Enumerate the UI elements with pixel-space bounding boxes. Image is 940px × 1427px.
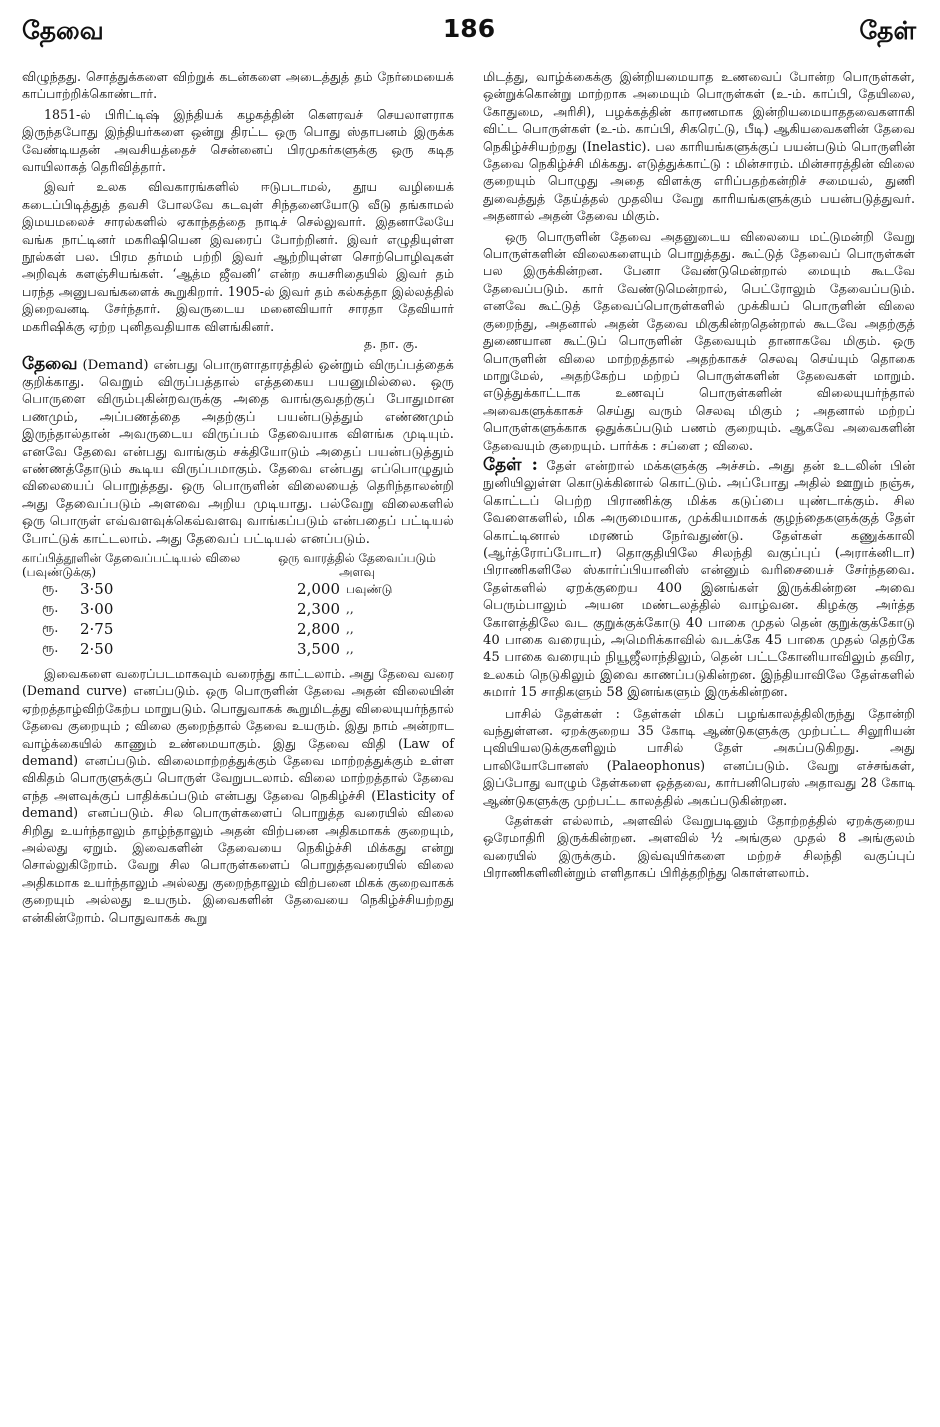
table-row	[22, 639, 454, 659]
currency-label: ரூ.	[42, 600, 59, 616]
entry-scorpion-text: தேள் என்றால் மக்களுக்கு அச்சம். அது தன் உடலின் பின் நுனியிலுள்ள கொடுக்கினால் கொட்டும். அப்போது அதில் ஊறும் நஞ்சு, கொட்டப் பெற்ற பிராணிக்கு மிக்க கடுப்பை யுண்டாக்கும். சில வேளைகளில், மிக அருமையாக, முக்கியமாகக் குழந்தைகளுக்குத் தேள் கொட்டினால் மரணம் நேர்வதுண்டு. தேள்கள் கணுக்காலி (ஆர்த்ரோப்போடா) தொகுதியிலே சிலந்தி வகுப்புப் (அராக்னிடா) பிராணிகளிலே ஸ்கார்ப்பியானிஸ் என்னும் வரிசையைச் சேர்ந்தவை. தேள்களில் ஏறக்குறைய 400 இனங்கள் இருக்கின்றன அவை பெரும்பாலும் அயன மண்டலத்தில் வாழ்வன. கிழக்கு அர்த்த கோளத்திலே வட குறுக்குக்கோடு 40 பாகை முதல் தென் குறுக்குக்கோடு 40 பாகை வரையும், அமெரிக்காவில் வடக்கே 45 பாகை முதல் தெற்கே 45 பாகை வரையும் நியூஜீலாந்திலும், தென் பட்டகோனியாவிலும் தவிர, உலகம் நெடுகிலும் இவை காணப்படுகின்றன. இந்தியாவிலே தேள்களில் சுமார் 15 சாதிகளும் 58 இனங்களும் இருக்கின்றன.	[483, 458, 915, 701]
author-signature: த. நா. கு.	[364, 336, 418, 352]
currency-label: ரூ.	[42, 620, 59, 636]
table-row	[22, 579, 454, 599]
right-column	[483, 68, 915, 885]
paragraph-scorpion-size: தேள்கள் எல்லாம், அளவில் வேறுபடினும் தோற்றத்தில் ஏறக்குறைய ஒரேமாதிரி இருக்கின்றன. அளவில் ½ அங்குல முதல் 8 அங்குலம் வரையில் இருக்கும். இவ்வுயிர்களை மற்றச் சிலந்தி வகுப்புப் பிராணிகளினின்றும் எளிதாகப் பிரித்தறிந்து கொள்ளலாம்.	[483, 813, 915, 881]
price-cell: 2·75	[80, 619, 114, 638]
quantity-cell: 2,800	[297, 619, 340, 638]
table-header-quantity: ஒரு வாரத்தில் தேவைப்படும் அளவு	[278, 550, 436, 579]
quantity-cell: 2,300	[297, 599, 340, 618]
currency-label: ரூ.	[42, 640, 59, 656]
quantity-cell: 2,000	[297, 579, 340, 598]
price-cell: 3·50	[80, 579, 114, 598]
table-header-price: காப்பித்தூளின் தேவைப்பட்டியல் விலை (பவுண்டுக்கு)	[22, 550, 241, 579]
price-cell: 3·00	[80, 599, 114, 618]
currency-label: ரூ.	[42, 580, 59, 596]
paragraph-fossil-scorpions: பாசில் தேள்கள் : தேள்கள் மிகப் பழங்காலத்திலிருந்து தோன்றி வந்துள்ளன. ஏறக்குறைய 35 கோடி ஆண்டுகளுக்கு முற்பட்ட சிலூரியன் புவியியலடுக்குகளிலும் பாசில் தேள் அகப்படுகிறது. அது பாலியோபோனஸ் (Palaeophonus) எனப்படும். வேறு எச்சங்கள், இப்போது வாழும் தேள்களை ஒத்தவை, கார்பனிபெரஸ் அதாவது 28 கோடி ஆண்டுகளுக்கு முற்பட்ட காலத்தில் அகப்படுகின்றன.	[483, 705, 915, 808]
page-number: 186	[442, 14, 496, 43]
entry-demand	[22, 353, 454, 548]
headword-scorpion: தேள் :	[483, 454, 538, 475]
unit-cell: ,,	[346, 641, 354, 656]
unit-cell: பவுண்டு	[346, 581, 393, 596]
price-cell: 2·50	[80, 639, 114, 658]
paragraph-continuation: மிடத்து, வாழ்க்கைக்கு இன்றியமையாத உணவைப் போன்ற பொருள்கள், ஒன்றுக்கொன்று மாற்றாக அமையும் பொருள்கள் (உ-ம். காப்பி, தேயிலை, கோதுமை, அரிசி), பழக்கத்தின் காரணமாக இன்றியமையாததவைகளாகி விட்ட பொருள்கள் (உ-ம். காப்பி, சிகரெட்டு, பீடி) ஆகியவைகளின் தேவை நெகிழ்ச்சியற்றது (Inelastic). பல காரியங்களுக்குப் பயன்படும் பொருளின் தேவை நெகிழ்ச்சி மிக்கது. எடுத்துக்காட்டு : மின்சாரம். மின்சாரத்தின் விலை குறையும் பொழுது அதை விளக்கு எரிப்பதற்கன்றிச் சமையல், துணி துவைத்துத் தேய்த்தல் முதலிய வேறு காரியங்களுக்கும் பயன்படுத்துவர். அதனால் அதன் தேவை மிகும்.	[483, 69, 915, 224]
paragraph-demand-curve: இவைகளை வரைப்படமாகவும் வரைந்து காட்டலாம். அது தேவை வரை (Demand curve) எனப்படும். ஒரு பொருளின் தேவை அதன் விலையின் ஏற்றத்தாழ்விற்கேற்ப மாறுபடும். பொதுவாகக் கூறுமிடத்து விலையுயர்ந்தால் தேவை குறையும் ; விலை குறைந்தால் தேவை உயரும். இது நாம் அன்றாட வாழ்க்கையில் காணும் உண்மையாகும். இது தேவை விதி (Law of demand) எனப்படும். விலைமாற்றத்துக்கும் தேவை மாற்றத்துக்கும் உள்ள விகிதம் பொருளுக்குப் பொருள் வேறுபடலாம். விலை மாற்றத்தால் தேவை எந்த அளவுக்குப் பாதிக்கப்படும் என்பது தேவை நெகிழ்ச்சி (Elasticity of demand) எனப்படும். சில பொருள்களைப் பொறுத்த வரையில் விலை சிறிது உயர்ந்தாலும் தாழ்ந்தாலும் அதன் விற்பனை அதிகமாகக் குறையும், அல்லது ஏறும். இவைகளின் தேவையை நெகிழ்ச்சி மிக்கது என்று சொல்லுகிறோம். வேறு சில பொருள்களைப் பொறுத்தவரையில் விலை அதிகமாக உயர்ந்தாலும் அல்லது குறைந்தாலும் விற்பனை மிகக் குறைவாகக் குறையும் அல்லது உயரும். இவைகளின் தேவையை நெகிழ்ச்சியற்றது என்கின்றோம். பொதுவாகக் கூறு	[22, 665, 454, 925]
unit-cell: ,,	[346, 601, 354, 616]
unit-cell: ,,	[346, 621, 354, 636]
paragraph-continuation: விழுந்தது. சொத்துக்களை விற்றுக் கடன்களை அடைத்துத் தம் நேர்மையைக் காப்பாற்றிக்கொண்டார்.	[22, 69, 454, 102]
running-head-left: தேவை	[22, 16, 104, 45]
headword-demand: தேவை	[22, 353, 78, 374]
paragraph-biography	[22, 178, 454, 352]
paragraph-biography-text: இவர் உலக விவகாரங்களில் ஈடுபடாமல், தூய வழியைக் கடைப்பிடித்துத் தவசி போலவே கடவுள் சிந்தனையோடு வீடு தங்காமல் இமயமலைச் சாரல்களில் ஏகாந்தத்தை நாடிச் செல்லுவார். இதனாலேயே வங்க நாட்டினர் மகரிஷியென இவரைப் போற்றினர். இவர் எழுதியுள்ள நூல்கள் பல. பிரம தர்மம் பற்றி இவர் ஆற்றியுள்ள சொற்பொழிவுகள் அறிவுக் களஞ்சியங்கள். ‘ஆத்ம ஜீவனி’ என்ற சுயசரிதையில் இவர் தம் பரந்த அனுபவங்களைக் கூறுகிறார். 1905-ல் இவர் தம் கல்கத்தா இல்லத்தில் இறைவனடி சேர்ந்தார். இவருடைய மனைவியார் சாரதா தேவியார் மகரிஷிக்கு ஏற்ற புனிதவதியாக விளங்கினர்.	[22, 179, 454, 334]
page-header	[22, 12, 916, 52]
paragraph-1851: 1851-ல் பிரிட்டிஷ் இந்தியக் கழகத்தின் கௌரவச் செயலாளராக இருந்தபோது இந்தியர்களை ஒன்று திரட்ட ஒரு பொது ஸ்தாபனம் இருக்க வேண்டியதன் அவசியத்தைச் சென்னைப் பிரமுகர்களுக்கு ஒரு கடித வாயிலாகத் தெரிவித்தார்.	[22, 106, 454, 175]
quantity-cell: 3,500	[297, 639, 340, 658]
table-row	[22, 599, 454, 619]
table-row	[22, 619, 454, 639]
paragraph-joint-demand: ஒரு பொருளின் தேவை அதனுடைய விலையை மட்டுமன்றி வேறு பொருள்களின் விலைகளையும் பொறுத்தது. கூட்டுத் தேவைப் பொருள்கள் பல இருக்கின்றன. பேனா வேண்டுமென்றால் மையும் கூடவே தேவைப்படும். கார் வேண்டுமென்றால், பெட்ரோலும் தேவைப்படும். எனவே கூட்டுத் தேவைப்பொருள்களில் முக்கியப் பொருளின் விலை குறைந்து, அதனால் அதன் தேவை மிகுகின்றதென்றால் கூடவே அதற்குத் துணையான கூட்டுப் பொருளின் தேவையும் தானாகவே மிகும். ஒரு பொருளின் விலை மாற்றத்தால் அதற்காகச் செலவு செய்யும் தொகை மாறுமேல், அதற்கேற்ப மற்றப் பொருள்களின் தேவைகள் மாறும். எடுத்துக்காட்டாக உணவுப் பொருள்களின் விலையுயர்ந்தால் அவைகளுக்காகச் செய்து வரும் செலவு மிகும் ; அதனால் மற்றப் பொருள்களுக்காக ஒதுக்கப்படும் பணம் குறையும். ஆகவே அவைகளின் தேவையும் குறையும். பார்க்க : சப்ளை ; விலை.	[483, 228, 915, 453]
entry-scorpion	[483, 454, 915, 702]
demand-schedule-table	[22, 551, 454, 659]
entry-demand-text: (Demand) என்பது பொருளாதாரத்தில் ஒன்றும் விருப்பத்தைக் குறிக்காது. வெறும் விருப்பத்தால் எத்தகைய பயனுமில்லை. ஒரு பொருளை விரும்புகின்றவருக்கு அதை வாங்குவதற்குப் போதுமான பணமும், அப்பணத்தை அதற்குப் பயன்படுத்தும் எண்ணமும் இருந்தால்தான் அவருடைய விருப்பம் தேவையாக விளங்க முடியும். எனவே தேவை என்பது வாங்கும் சக்தியோடும் அதைப் பயன்படுத்தும் எண்ணத்தோடும் கூடிய விருப்பமாகும். தேவை என்பது எப்பொழுதும் விலையைப் பொறுத்தது. ஒரு பொருளின் விலையைத் தெரிந்தாலன்றி அது தேவைப்படும் அளவை அறிய முடியாது. பல்வேறு விலைகளில் ஒரு பொருள் எவ்வளவுக்கெவ்வளவு வாங்கப்படும் என்பதைப் பட்டியல் போட்டுக் காட்டலாம். அது தேவைப் பட்டியல் எனப்படும்.	[22, 357, 454, 547]
left-column	[22, 68, 454, 929]
running-head-right: தேள்	[859, 16, 916, 45]
